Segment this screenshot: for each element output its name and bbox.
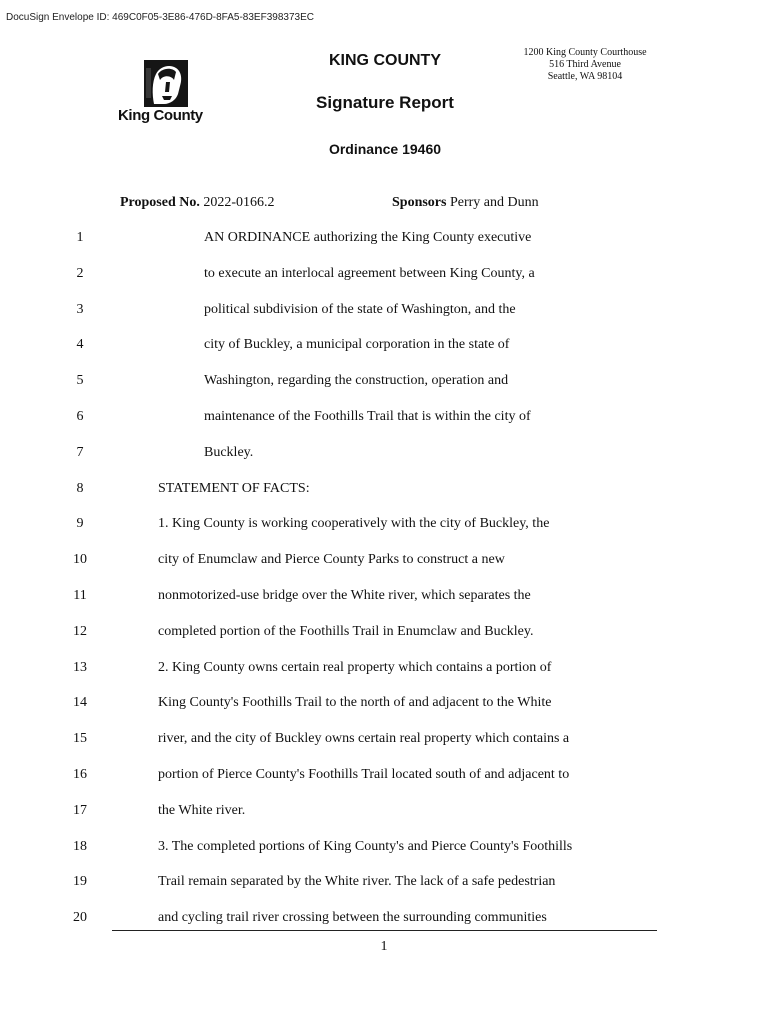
line-number: 11 — [73, 588, 87, 603]
line-number: 2 — [76, 266, 84, 281]
address-line: 1200 King County Courthouse — [523, 47, 647, 58]
sponsors-label: Sponsors — [392, 195, 447, 210]
proposed-value: 2022-0166.2 — [203, 195, 275, 210]
line-text: to execute an interlocal agreement between King County, a — [204, 266, 535, 281]
line-number: 9 — [76, 516, 84, 531]
line-number: 8 — [76, 481, 84, 496]
line-text: city of Enumclaw and Pierce County Parks to construct a new — [158, 552, 505, 567]
line-number: 7 — [76, 445, 84, 460]
report-title: Signature Report — [316, 93, 454, 112]
line-text: completed portion of the Foothills Trail in Enumclaw and Buckley. — [158, 624, 534, 639]
page-number: 1 — [380, 939, 388, 954]
footer-rule — [112, 930, 657, 931]
line-text: Trail remain separated by the White river. The lack of a safe pedestrian — [158, 874, 556, 889]
line-number: 4 — [76, 337, 84, 352]
line-text: Buckley. — [204, 445, 254, 460]
line-number: 16 — [73, 767, 87, 782]
line-text: city of Buckley, a municipal corporation in the state of — [204, 337, 510, 352]
line-number: 14 — [73, 695, 87, 710]
org-title: KING COUNTY — [329, 52, 441, 69]
line-text: maintenance of the Foothills Trail that is within the city of — [204, 409, 531, 424]
line-number: 12 — [73, 624, 87, 639]
line-text: AN ORDINANCE authorizing the King County executive — [204, 230, 532, 245]
address-block — [510, 47, 660, 83]
line-text: 1. King County is working cooperatively with the city of Buckley, the — [158, 516, 550, 531]
line-number: 1 — [76, 230, 84, 245]
line-number: 10 — [73, 552, 87, 567]
line-text: nonmotorized-use bridge over the White river, which separates the — [158, 588, 531, 603]
address-line: Seattle, WA 98104 — [547, 71, 623, 82]
line-number: 19 — [73, 874, 87, 889]
address-line: 516 Third Avenue — [549, 59, 621, 70]
line-number: 6 — [76, 409, 84, 424]
line-text: political subdivision of the state of Washington, and the — [204, 302, 516, 317]
line-text: 3. The completed portions of King County's and Pierce County's Foothills — [158, 839, 573, 854]
line-number: 3 — [76, 302, 84, 317]
line-number: 18 — [73, 839, 87, 854]
line-text: Washington, regarding the construction, operation and — [204, 373, 509, 388]
line-text: STATEMENT OF FACTS: — [158, 481, 310, 496]
line-number: 15 — [73, 731, 87, 746]
ordinance-number: Ordinance 19460 — [328, 141, 442, 157]
line-text: the White river. — [158, 803, 246, 818]
line-text: and cycling trail river crossing between the surrounding communities — [158, 910, 547, 925]
proposed-label: Proposed No. — [120, 195, 200, 210]
line-text: portion of Pierce County's Foothills Trail located south of and adjacent to — [158, 767, 570, 782]
logo-text: King County — [118, 107, 203, 124]
line-number: 13 — [73, 660, 87, 675]
sponsors-value: Perry and Dunn — [449, 195, 539, 210]
docusign-envelope-id: DocuSign Envelope ID: 469C0F05-3E86-476D-8FA5-83EF398373EC — [6, 12, 314, 23]
line-text: river, and the city of Buckley owns certain real property which contains a — [158, 731, 570, 746]
proposed-number — [120, 195, 275, 211]
line-number: 5 — [76, 373, 84, 388]
line-number: 17 — [73, 803, 87, 818]
line-text: 2. King County owns certain real property which contains a portion of — [158, 660, 552, 675]
line-text: King County's Foothills Trail to the north of and adjacent to the White — [158, 695, 552, 710]
sponsors — [392, 195, 539, 211]
line-number: 20 — [73, 910, 87, 925]
